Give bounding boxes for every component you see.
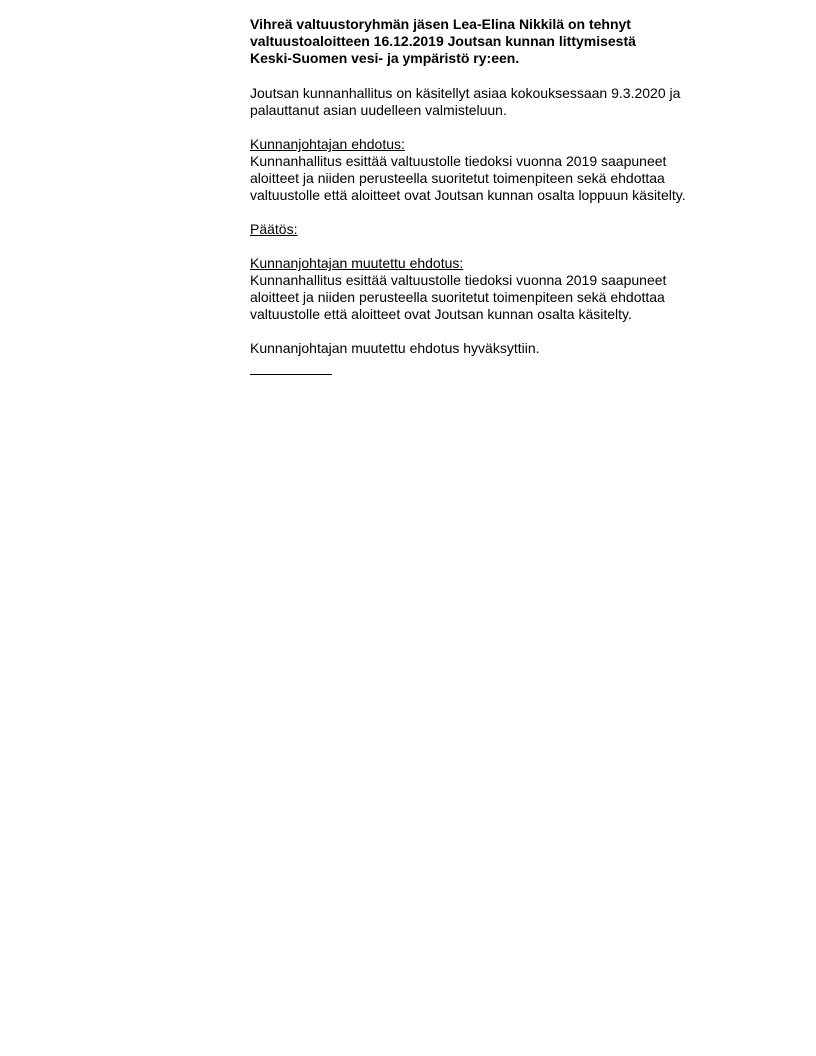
spacer xyxy=(250,204,720,221)
intro-paragraph xyxy=(250,85,720,119)
title-line: Keski-Suomen vesi- ja ympäristö ry:een. xyxy=(250,50,520,66)
amended-proposal-heading: Kunnanjohtajan muutettu ehdotus: xyxy=(250,255,464,271)
intro-line: Joutsan kunnanhallitus on käsitellyt asiaa kokouksessaan 9.3.2020 ja xyxy=(250,85,681,101)
decision-section xyxy=(250,221,720,238)
spacer xyxy=(250,238,720,255)
amended-proposal-line: valtuustolle että aloitteet ovat Joutsan kunnan osalta käsitelty. xyxy=(250,306,632,322)
title-line: Vihreä valtuustoryhmän jäsen Lea-Elina Nikkilä on tehnyt xyxy=(250,16,631,32)
amended-proposal-line: aloitteet ja niiden perusteella suoritetut toimenpiteen sekä ehdottaa xyxy=(250,289,665,305)
intro-line: palauttanut asian uudelleen valmisteluun. xyxy=(250,102,507,118)
proposal-section xyxy=(250,136,720,204)
amended-proposal-section xyxy=(250,255,720,323)
proposal-line: valtuustolle että aloitteet ovat Joutsan kunnan osalta loppuun käsitelty. xyxy=(250,187,686,203)
spacer xyxy=(250,323,720,340)
document-page xyxy=(250,16,720,375)
proposal-heading: Kunnanjohtajan ehdotus: xyxy=(250,136,405,152)
outcome-text: Kunnanjohtajan muutettu ehdotus hyväksyttiin. xyxy=(250,340,540,356)
proposal-line: Kunnanhallitus esittää valtuustolle tiedoksi vuonna 2019 saapuneet xyxy=(250,153,667,169)
amended-proposal-line: Kunnanhallitus esittää valtuustolle tiedoksi vuonna 2019 saapuneet xyxy=(250,272,667,288)
proposal-line: aloitteet ja niiden perusteella suoritetut toimenpiteen sekä ehdottaa xyxy=(250,170,665,186)
spacer xyxy=(250,119,720,136)
document-title xyxy=(250,16,720,67)
decision-heading: Päätös: xyxy=(250,221,298,237)
spacer xyxy=(250,67,720,85)
closing-rule xyxy=(250,374,332,375)
title-line: valtuustoaloitteen 16.12.2019 Joutsan kunnan littymisestä xyxy=(250,33,636,49)
outcome-paragraph xyxy=(250,340,720,357)
